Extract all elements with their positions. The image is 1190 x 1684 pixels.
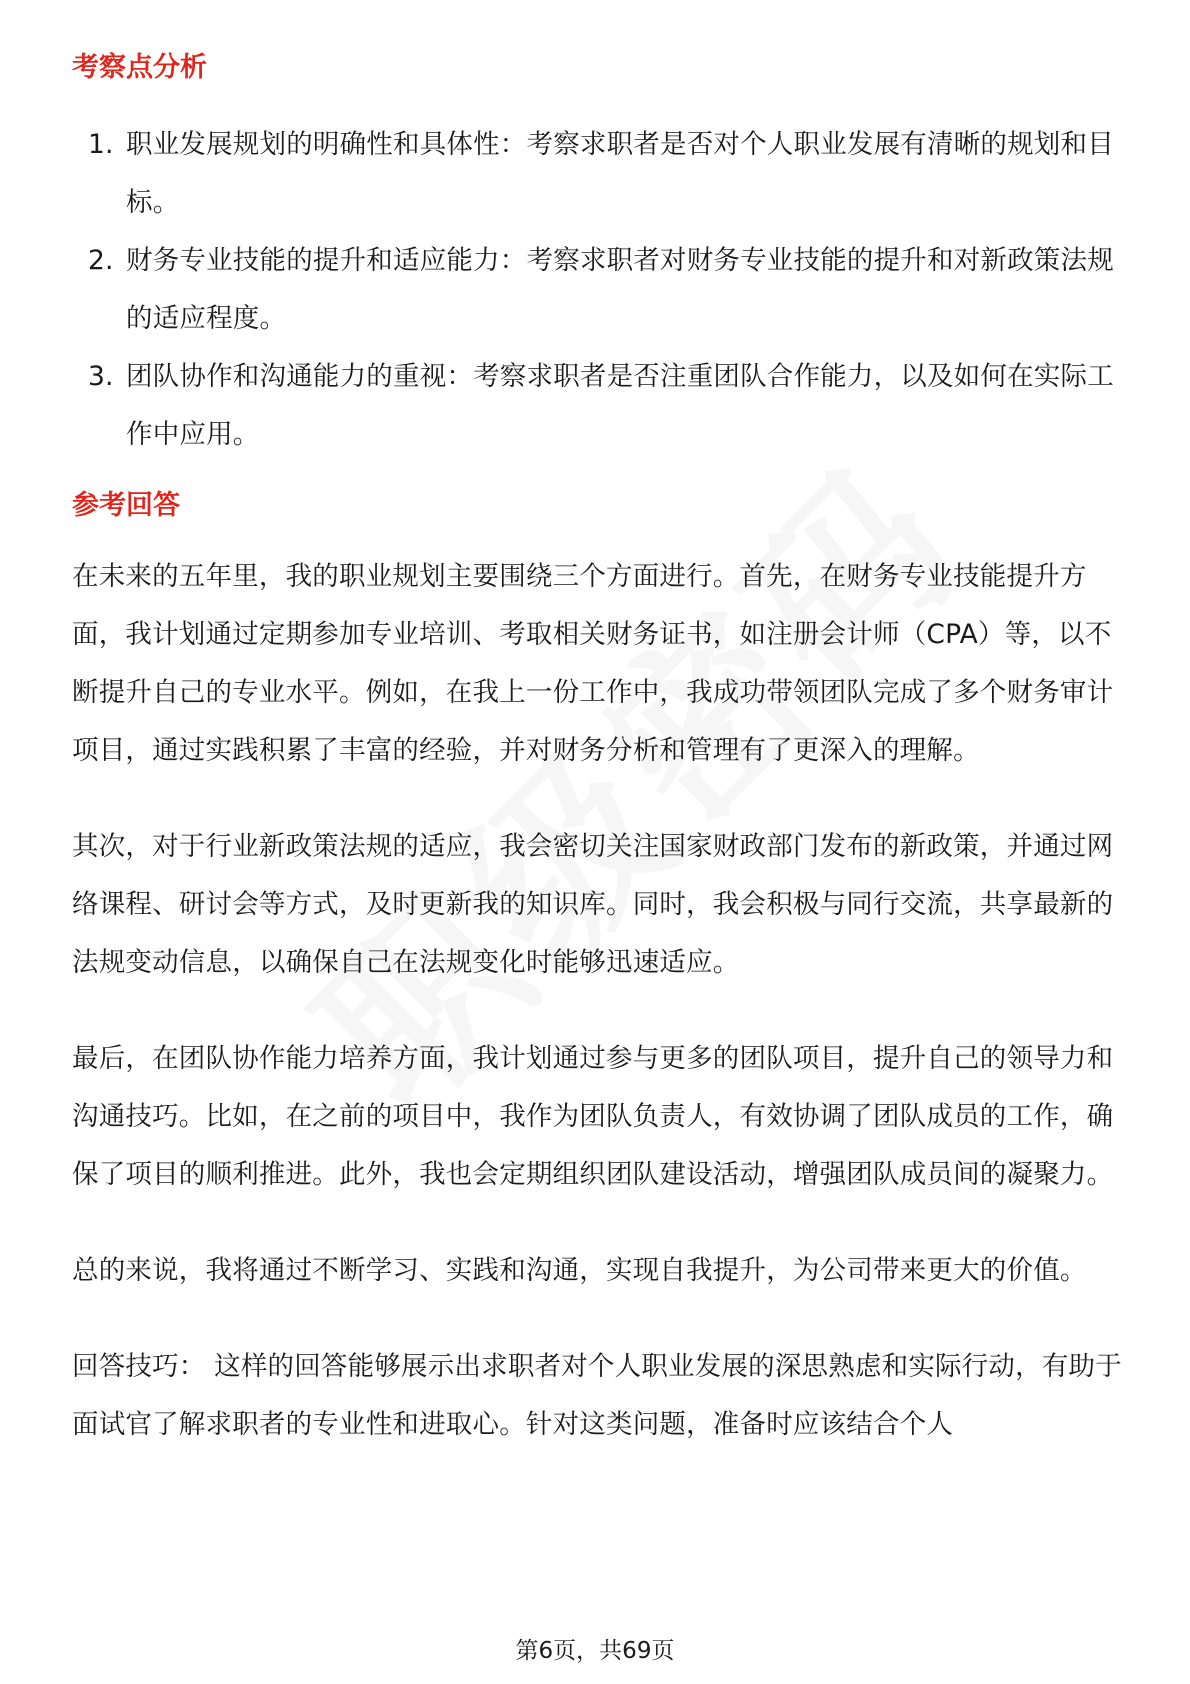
analysis-heading: 考察点分析 xyxy=(72,52,207,83)
page-number: 第6页，共69页 xyxy=(515,1638,675,1664)
list-number: 1. xyxy=(88,129,114,160)
answer-paragraph: 在未来的五年里，我的职业规划主要围绕三个方面进行。首先，在财务专业技能提升方面，我计划通过定期参加专业培训、考取相关财务证书，如注册会计师（CPA）等，以不断提升自己的专业水平。例如，在我上一份工作中，我成功带领团队完成了多个财务审计项目，通过实践积累了丰富的经验，并对财务分析和管理有了更深入的理解。 xyxy=(72,561,1114,766)
analysis-item-text: 财务专业技能的提升和适应能力：考察求职者对财务专业技能的提升和对新政策法规的适应程度。 xyxy=(126,245,1114,334)
answer-paragraph: 其次，对于行业新政策法规的适应，我会密切关注国家财政部门发布的新政策，并通过网络课程、研讨会等方式，及时更新我的知识库。同时，我会积极与同行交流，共享最新的法规变动信息，以确保自己在法规变化时能够迅速适应。 xyxy=(72,831,1114,978)
page-content xyxy=(72,48,1122,1454)
analysis-item xyxy=(72,232,1122,348)
answer-paragraph: 总的来说，我将通过不断学习、实践和沟通，实现自我提升，为公司带来更大的价值。 xyxy=(72,1255,1087,1286)
analysis-item xyxy=(72,116,1122,232)
answer-tips-paragraph: 回答技巧： 这样的回答能够展示出求职者对个人职业发展的深思熟虑和实际行动，有助于面试官了解求职者的专业性和进取心。针对这类问题，准备时应该结合个人 xyxy=(72,1351,1122,1440)
reference-heading: 参考回答 xyxy=(72,490,180,521)
list-number: 3. xyxy=(88,361,114,392)
list-number: 2. xyxy=(88,245,114,276)
analysis-item xyxy=(72,348,1122,464)
analysis-list xyxy=(72,116,1122,464)
answer-paragraph: 最后，在团队协作能力培养方面，我计划通过参与更多的团队项目，提升自己的领导力和沟通技巧。比如，在之前的项目中，我作为团队负责人，有效协调了团队成员的工作，确保了项目的顺利推进。此外，我也会定期组织团队建设活动，增强团队成员间的凝聚力。 xyxy=(72,1043,1114,1190)
analysis-item-text: 职业发展规划的明确性和具体性：考察求职者是否对个人职业发展有清晰的规划和目标。 xyxy=(126,129,1114,218)
analysis-item-text: 团队协作和沟通能力的重视：考察求职者是否注重团队合作能力，以及如何在实际工作中应用。 xyxy=(126,361,1114,450)
